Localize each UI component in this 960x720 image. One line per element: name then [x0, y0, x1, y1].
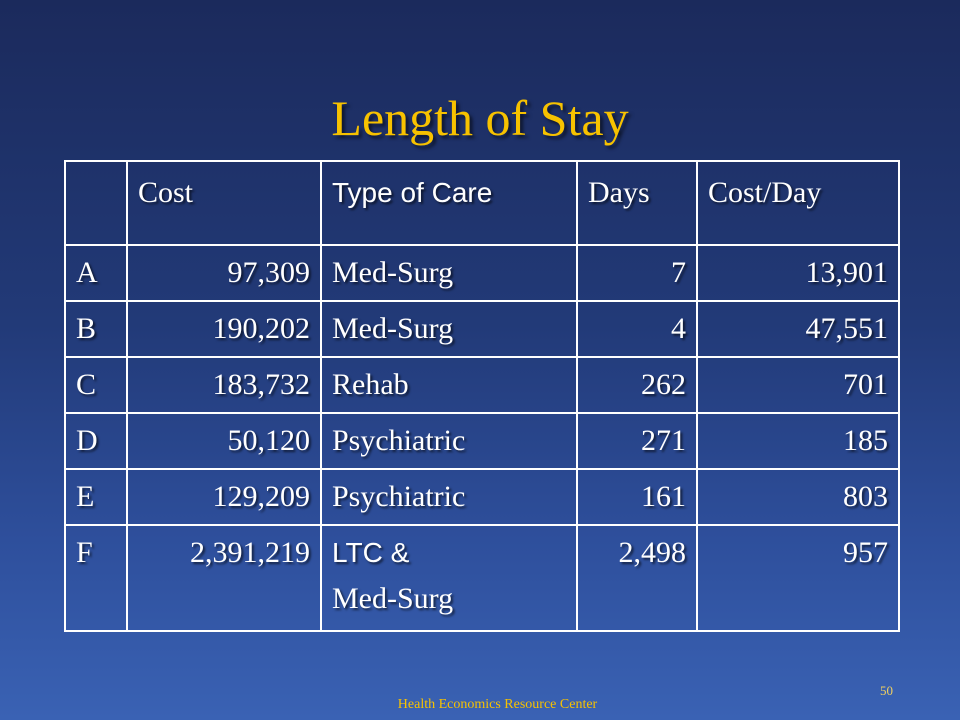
- length-of-stay-table: [64, 160, 900, 632]
- type-of-care-line-1: LTC &: [332, 537, 410, 568]
- cost-cell: 183,732: [127, 357, 321, 413]
- table-row: [65, 301, 899, 357]
- footer-text: Health Economics Resource Center: [397, 697, 598, 712]
- days-cell: 271: [577, 413, 697, 469]
- type-of-care-cell: Rehab: [321, 357, 577, 413]
- type-of-care-cell: Psychiatric: [321, 469, 577, 525]
- row-id-cell: C: [65, 357, 127, 413]
- row-id-cell: B: [65, 301, 127, 357]
- type-of-care-cell: Med-Surg: [321, 301, 577, 357]
- cost-per-day-cell: 803: [697, 469, 899, 525]
- slide-title: Length of Stay: [331, 90, 629, 146]
- days-cell: 2,498: [577, 525, 697, 631]
- cost-per-day-cell: 13,901: [697, 245, 899, 301]
- cost-cell: 190,202: [127, 301, 321, 357]
- type-of-care-cell: [321, 525, 577, 631]
- header-cell-cost: Cost: [127, 161, 321, 245]
- cost-per-day-cell: 701: [697, 357, 899, 413]
- row-id-cell: F: [65, 525, 127, 631]
- cost-cell: 129,209: [127, 469, 321, 525]
- table-row: [65, 413, 899, 469]
- table-row: [65, 357, 899, 413]
- cost-cell: 50,120: [127, 413, 321, 469]
- days-cell: 7: [577, 245, 697, 301]
- table-row: [65, 525, 899, 631]
- cost-per-day-cell: 47,551: [697, 301, 899, 357]
- table-row: [65, 245, 899, 301]
- cost-cell: 97,309: [127, 245, 321, 301]
- table-row: [65, 469, 899, 525]
- row-id-cell: A: [65, 245, 127, 301]
- days-cell: 4: [577, 301, 697, 357]
- days-cell: 161: [577, 469, 697, 525]
- cost-cell: 2,391,219: [127, 525, 321, 631]
- row-id-cell: E: [65, 469, 127, 525]
- type-of-care-line-2: Med-Surg: [332, 582, 454, 615]
- page-number: 50: [880, 683, 893, 698]
- cost-per-day-cell: 185: [697, 413, 899, 469]
- header-cell-type-of-care: Type of Care: [321, 161, 577, 245]
- type-of-care-cell: Psychiatric: [321, 413, 577, 469]
- type-of-care-cell: Med-Surg: [321, 245, 577, 301]
- header-cell-days: Days: [577, 161, 697, 245]
- cost-per-day-cell: 957: [697, 525, 899, 631]
- row-id-cell: D: [65, 413, 127, 469]
- table-header-row: [65, 161, 899, 245]
- days-cell: 262: [577, 357, 697, 413]
- header-cell-cost-per-day: Cost/Day: [697, 161, 899, 245]
- header-cell-id: [65, 161, 127, 245]
